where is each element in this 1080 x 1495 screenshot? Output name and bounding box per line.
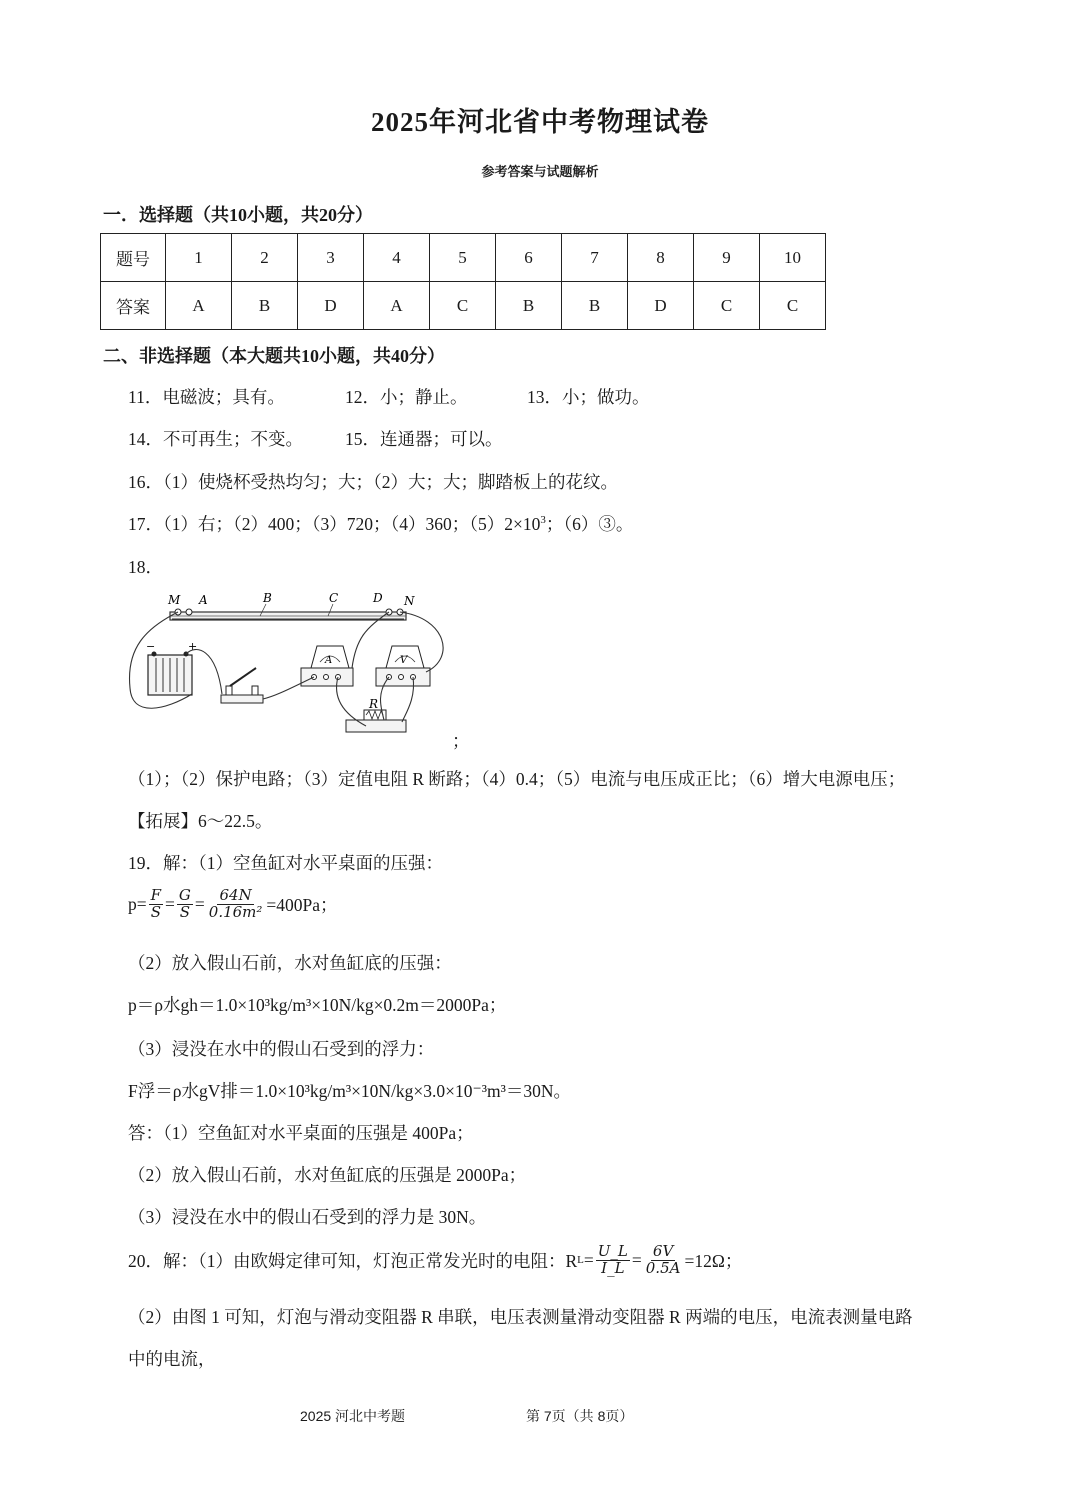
- table-header-cell: 题号: [101, 234, 166, 282]
- label-n: N: [404, 594, 415, 608]
- answer-q13: 13．小；做功。: [527, 387, 650, 407]
- table-cell: A: [364, 282, 430, 330]
- table-cell: C: [430, 282, 496, 330]
- answer-q17-exponent: 3: [540, 514, 546, 527]
- section-2-heading: 二、非选择题（本大题共10小题，共40分）: [103, 346, 445, 366]
- answer-q15: 15．连通器；可以。: [345, 429, 503, 449]
- table-cell: A: [166, 282, 232, 330]
- label-a: A: [199, 593, 208, 607]
- answer-q19-conclusion-2: （2）放入假山石前，水对鱼缸底的压强是 2000Pa；: [128, 1165, 527, 1185]
- answer-q19-conclusion-3: （3）浸没在水中的假山石受到的浮力是 30N。: [128, 1207, 487, 1227]
- table-cell: C: [694, 282, 760, 330]
- label-battery-minus: −: [146, 640, 156, 653]
- label-d: D: [373, 591, 383, 605]
- answer-q18-label: 18．: [128, 557, 163, 577]
- answer-table: [100, 233, 826, 330]
- answer-q11: 11．电磁波；具有。: [128, 387, 285, 407]
- label-battery-plus: +: [188, 640, 198, 653]
- table-cell: C: [760, 282, 826, 330]
- fraction-numerator: U_L: [597, 1242, 628, 1260]
- table-cell: 3: [298, 234, 364, 282]
- fraction-numerator: 64N: [219, 886, 252, 904]
- table-cell: 2: [232, 234, 298, 282]
- answer-q19-part2: （2）放入假山石前，水对鱼缸底的压强：: [128, 953, 452, 973]
- table-cell: 10: [760, 234, 826, 282]
- answer-q18-line2: 【拓展】6～22.5。: [128, 811, 273, 831]
- answer-q17-tail: ；（6）③。: [545, 514, 634, 534]
- answer-q19-equation-1: p= $\frac{F}{S}$ = $\frac{G}{S}$ = $\frac{64N}{\text{0.16m²}}$ =400Pa；: [128, 886, 338, 921]
- fraction-g-over-s: [177, 888, 193, 921]
- footer-title: 2025 河北中考题: [300, 1408, 406, 1424]
- answer-q14: 14．不可再生；不变。: [128, 429, 303, 449]
- label-b: B: [263, 591, 272, 605]
- table-cell: B: [232, 282, 298, 330]
- circuit-diagram: [126, 588, 456, 740]
- answer-q16: 16．（1）使烧杯受热均匀；大；（2）大；大；脚踏板上的花纹。: [128, 472, 618, 492]
- fraction-numerator: F: [150, 886, 162, 904]
- answer-q17: [128, 511, 633, 536]
- fraction-value: [644, 1244, 683, 1277]
- q20-suffix: =12Ω；: [684, 1250, 743, 1271]
- table-cell: D: [628, 282, 694, 330]
- q20-subscript: L: [577, 1254, 584, 1267]
- page-title: 2025年河北省中考物理试卷: [371, 107, 709, 137]
- eq1-prefix: p=: [128, 893, 147, 914]
- answer-q18-line1: （1）；（2）保护电路；（3）定值电阻 R 断路；（4）0.4；（5）电流与电压成正比；（6）增大电源电压；: [128, 769, 906, 789]
- table-cell: 5: [430, 234, 496, 282]
- answer-q19-intro: 19．解：（1）空鱼缸对水平桌面的压强：: [128, 853, 443, 873]
- table-cell: 4: [364, 234, 430, 282]
- fraction-denominator: I_L: [601, 1258, 625, 1277]
- table-cell: B: [562, 282, 628, 330]
- page-subtitle: 参考答案与试题解析: [481, 164, 599, 179]
- answer-q20-part2-line2: 中的电流，: [128, 1349, 216, 1369]
- label-resistor: R: [369, 697, 379, 711]
- table-row-numbers: [101, 234, 826, 282]
- answer-q19-conclusion-1: 答：（1）空鱼缸对水平桌面的压强是 400Pa；: [128, 1123, 474, 1143]
- table-header-cell: 答案: [101, 282, 166, 330]
- answer-q12: 12．小；静止。: [345, 387, 468, 407]
- table-cell: 9: [694, 234, 760, 282]
- answer-q19-equation-2: p＝ρ水gh＝1.0×10³kg/m³×10N/kg×0.2m＝2000Pa；: [128, 995, 507, 1015]
- table-row-answers: [101, 282, 826, 330]
- answer-q17-text: 17．（1）右；（2）400；（3）720；（4）360；（5）2×10: [128, 514, 541, 534]
- resistor-base: [346, 720, 406, 732]
- fraction-denominator: 0.5A: [645, 1258, 681, 1277]
- table-cell: 7: [562, 234, 628, 282]
- q20-equals: =: [583, 1249, 594, 1270]
- label-ammeter: A: [325, 655, 333, 666]
- table-cell: 8: [628, 234, 694, 282]
- eq1-suffix: =400Pa；: [266, 894, 338, 915]
- answer-q20-equation: 20．解：（1）由欧姆定律可知，灯泡正常发光时的电阻：R L = $\frac{U\_L}{I\_L}$ = $\frac{6V}{0.5A}$ =12Ω；: [128, 1242, 743, 1277]
- answer-q19-equation-3: F浮＝ρ水gV排＝1.0×10³kg/m³×10N/kg×3.0×10⁻³m³＝30N。: [128, 1081, 572, 1101]
- fraction-f-over-s: [149, 888, 163, 921]
- answer-q20-part2-line1: （2）由图 1 可知，灯泡与滑动变阻器 R 串联，电压表测量滑动变阻器 R 两端的电压，电流表测量电路: [128, 1307, 913, 1327]
- table-cell: D: [298, 282, 364, 330]
- terminal-a: [186, 609, 192, 615]
- fraction-value: [207, 888, 265, 921]
- fraction-denominator: S: [179, 902, 191, 921]
- q20-intro: 20．解：（1）由欧姆定律可知，灯泡正常发光时的电阻：R: [128, 1250, 578, 1271]
- fraction-denominator: S: [150, 902, 161, 921]
- fraction-numerator: G: [178, 886, 191, 904]
- switch: [221, 695, 263, 703]
- table-cell: B: [496, 282, 562, 330]
- answer-q19-part3: （3）浸没在水中的假山石受到的浮力：: [128, 1039, 435, 1059]
- table-cell: 1: [166, 234, 232, 282]
- label-voltmeter: V: [400, 655, 408, 666]
- label-m: M: [168, 593, 181, 607]
- section-1-heading: 一．选择题（共10小题，共20分）: [103, 205, 373, 225]
- fraction-numerator: 6V: [652, 1242, 674, 1260]
- label-c: C: [329, 591, 339, 605]
- fraction-ul-over-il: [596, 1244, 630, 1277]
- table-cell: 6: [496, 234, 562, 282]
- footer-page-number: 第 7页（共 8页）: [526, 1408, 634, 1424]
- fraction-denominator: 0.16m²: [208, 902, 263, 921]
- answer-q18-semicolon: ；: [452, 731, 470, 751]
